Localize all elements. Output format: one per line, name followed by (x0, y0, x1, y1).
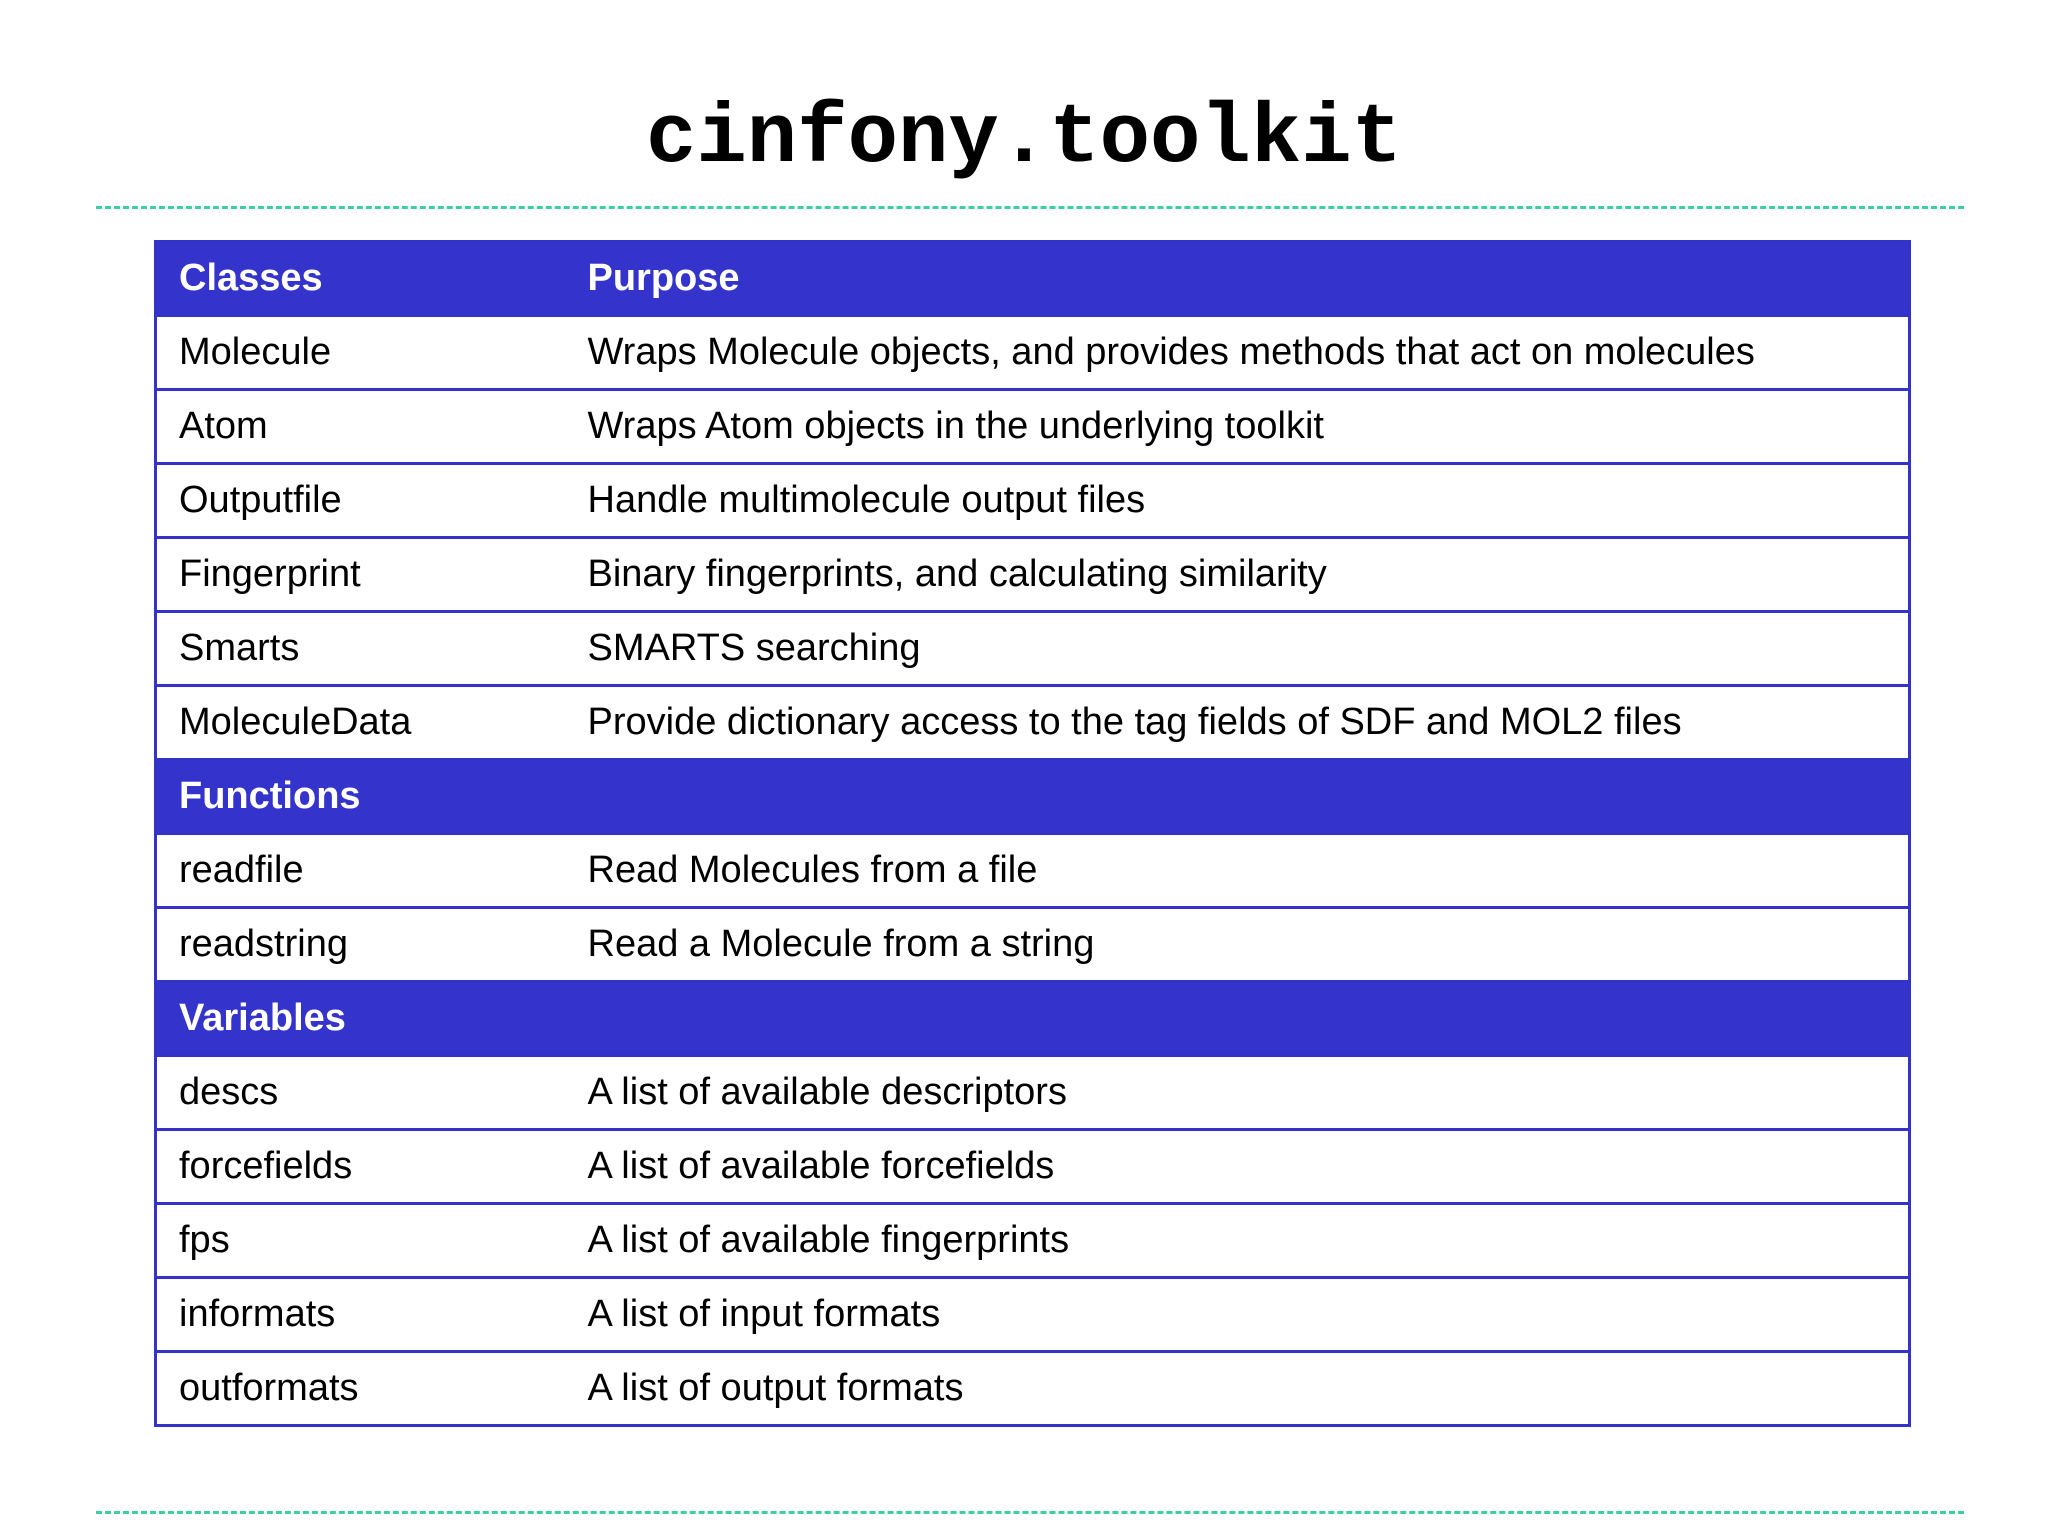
section-header-spacer (566, 982, 1910, 1056)
function-purpose: Read Molecules from a file (566, 834, 1910, 908)
table-row (156, 1278, 1910, 1352)
classes-header-row (156, 242, 1910, 316)
class-purpose: Binary fingerprints, and calculating similarity (566, 538, 1910, 612)
variable-purpose: A list of available fingerprints (566, 1204, 1910, 1278)
class-purpose: Handle multimolecule output files (566, 464, 1910, 538)
variable-name: forcefields (156, 1130, 566, 1204)
toolkit-table (154, 240, 1911, 1427)
table-row (156, 390, 1910, 464)
variable-name: outformats (156, 1352, 566, 1426)
table-row (156, 1130, 1910, 1204)
table-row (156, 316, 1910, 390)
table-row (156, 1204, 1910, 1278)
function-name: readfile (156, 834, 566, 908)
section-header-variables: Variables (156, 982, 566, 1056)
section-header-spacer (566, 760, 1910, 834)
column-header-purpose: Purpose (566, 242, 1910, 316)
table-row (156, 464, 1910, 538)
class-purpose: Wraps Atom objects in the underlying toolkit (566, 390, 1910, 464)
toolkit-table-container (154, 240, 1908, 1427)
class-name: Fingerprint (156, 538, 566, 612)
column-header-classes: Classes (156, 242, 566, 316)
bottom-divider (96, 1511, 1964, 1514)
table-row (156, 834, 1910, 908)
class-name: Outputfile (156, 464, 566, 538)
variable-name: fps (156, 1204, 566, 1278)
class-name: MoleculeData (156, 686, 566, 760)
variable-name: descs (156, 1056, 566, 1130)
top-divider (96, 206, 1964, 209)
class-purpose: Wraps Molecule objects, and provides methods that act on molecules (566, 316, 1910, 390)
class-name: Smarts (156, 612, 566, 686)
variable-name: informats (156, 1278, 566, 1352)
class-name: Atom (156, 390, 566, 464)
variable-purpose: A list of available descriptors (566, 1056, 1910, 1130)
table-row (156, 1056, 1910, 1130)
variable-purpose: A list of available forcefields (566, 1130, 1910, 1204)
class-purpose: SMARTS searching (566, 612, 1910, 686)
table-row (156, 1352, 1910, 1426)
table-row (156, 538, 1910, 612)
table-row (156, 908, 1910, 982)
functions-header-row (156, 760, 1910, 834)
variable-purpose: A list of output formats (566, 1352, 1910, 1426)
class-purpose: Provide dictionary access to the tag fields of SDF and MOL2 files (566, 686, 1910, 760)
section-header-functions: Functions (156, 760, 566, 834)
variable-purpose: A list of input formats (566, 1278, 1910, 1352)
table-row (156, 612, 1910, 686)
function-name: readstring (156, 908, 566, 982)
variables-header-row (156, 982, 1910, 1056)
class-name: Molecule (156, 316, 566, 390)
page-title: cinfony.toolkit (645, 92, 1403, 187)
function-purpose: Read a Molecule from a string (566, 908, 1910, 982)
table-row (156, 686, 1910, 760)
